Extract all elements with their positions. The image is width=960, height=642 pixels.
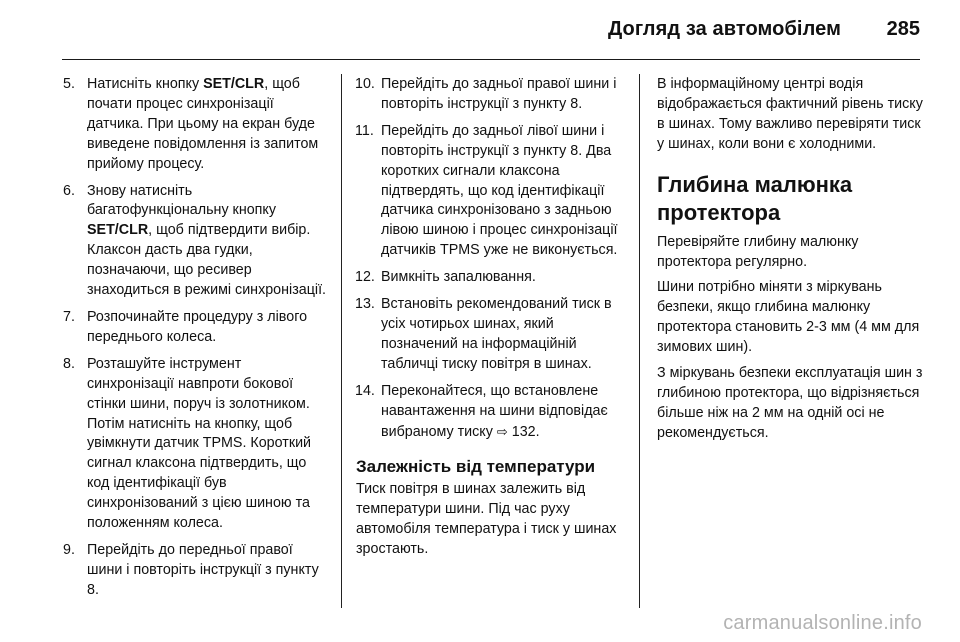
step-text: , щоб почати процес синхронізації датчика. При цьому на екран буде виведене повідомлення із запитом прийому процесу. (87, 76, 319, 172)
list-item (63, 308, 329, 348)
watermark: carmanualsonline.info (723, 612, 922, 634)
column-divider-2 (639, 74, 640, 608)
step-number: 14. (355, 382, 375, 399)
list-item (63, 182, 329, 301)
section-heading: Залежність від температури (356, 457, 596, 477)
section-paragraph: З міркувань безпеки експлуатація шин з глибиною протектора, що відрізняється більше ніж на 2 мм на одній осі не рекомендується. (657, 365, 923, 441)
page-title: Догляд за автомобілем (607, 18, 841, 40)
list-item (356, 75, 632, 115)
page-reference[interactable]: 132. (511, 423, 540, 440)
intro-text: В інформаційному центрі водія відображається фактичний рівень тиску в шинах. Тому важливо перевіряти тиск у шинах, коли вони є холодними. (657, 76, 923, 152)
column-divider-1 (341, 74, 342, 608)
column-2 (356, 75, 632, 566)
section-paragraph: Перевіряйте глибину малюнку протектора регулярно. (657, 233, 859, 270)
list-item (63, 355, 329, 534)
step-number: 6. (63, 182, 75, 199)
list-item (356, 122, 632, 261)
step-text: , щоб підтвердити вибір. Клаксон дасть два гудки, позначаючи, що ресивер знаходиться в режимі синхронізації. (87, 222, 327, 299)
step-text: Натисніть кнопку (87, 76, 204, 92)
page-number: 285 (886, 18, 920, 40)
steps-list (356, 75, 632, 442)
step-text: Перейдіть до задньої лівої шини і повторіть інструкції з пункту 8. Два коротких сигнали клаксона підтвердять, що код ідентифікації датчика синхронізовано з задньою лівою шиною і процес синхронізації датчиків TPMS уже не виконується. (381, 122, 618, 259)
step-number: 5. (63, 76, 75, 92)
step-text: Перейдіть до задньої правої шини і повторіть інструкції з пункту 8. (381, 76, 617, 112)
step-number: 13. (355, 296, 375, 313)
step-text: Знову натисніть багатофункціональну кнопку (87, 182, 276, 219)
steps-list (63, 75, 329, 601)
step-number: 11. (355, 122, 374, 139)
column-1 (63, 75, 329, 608)
step-number: 10. (355, 76, 375, 92)
step-text: Перейдіть до передньої правої шини і повторіть інструкції з пункту 8. (87, 541, 319, 598)
page-header (0, 0, 960, 62)
step-text: Розпочинайте процедуру з лівого переднього колеса. (87, 308, 308, 345)
button-name: SET/CLR (203, 76, 265, 92)
step-text: Вимкніть запалювання. (381, 269, 536, 286)
step-number: 8. (63, 355, 75, 372)
section-paragraph: Шини потрібно міняти з міркувань безпеки, якщо глибина малюнку протектора становить 2-3 мм (4 мм для зимових шин). (657, 279, 920, 356)
list-item (356, 295, 632, 375)
step-text: Переконайтеся, що встановлене навантаження на шини відповідає вибраному тиску (381, 382, 608, 440)
step-text: Встановіть рекомендований тиск в усіх чотирьох шинах, який позначений на інформаційній табличці тиску повітря в шинах. (381, 296, 612, 372)
list-item (356, 382, 632, 443)
step-text: Розташуйте інструмент синхронізації навпроти бокової стінки шини, поруч із золотником. Потім натисніть на кнопку, щоб увімкнути датчик TPMS. Короткий сигнал клаксона підтвердить, що код ідентифікації був синхронізований з цією шиною та положенням колеса. (87, 355, 312, 532)
section-heading: Глибина малюнка протектора (657, 171, 853, 225)
column-3 (657, 75, 925, 450)
section-text: Тиск повітря в шинах залежить від температури шини. Під час руху автомобіля температура і тиск у шинах зростають. (356, 481, 617, 558)
list-item (63, 541, 329, 601)
step-number: 9. (63, 541, 75, 558)
page-reference-icon: ⇨ (496, 423, 508, 439)
list-item (63, 75, 329, 175)
list-item (356, 268, 632, 288)
step-number: 7. (63, 308, 75, 325)
button-name: SET/CLR (87, 222, 149, 239)
step-number: 12. (355, 269, 375, 286)
header-divider (62, 59, 920, 60)
